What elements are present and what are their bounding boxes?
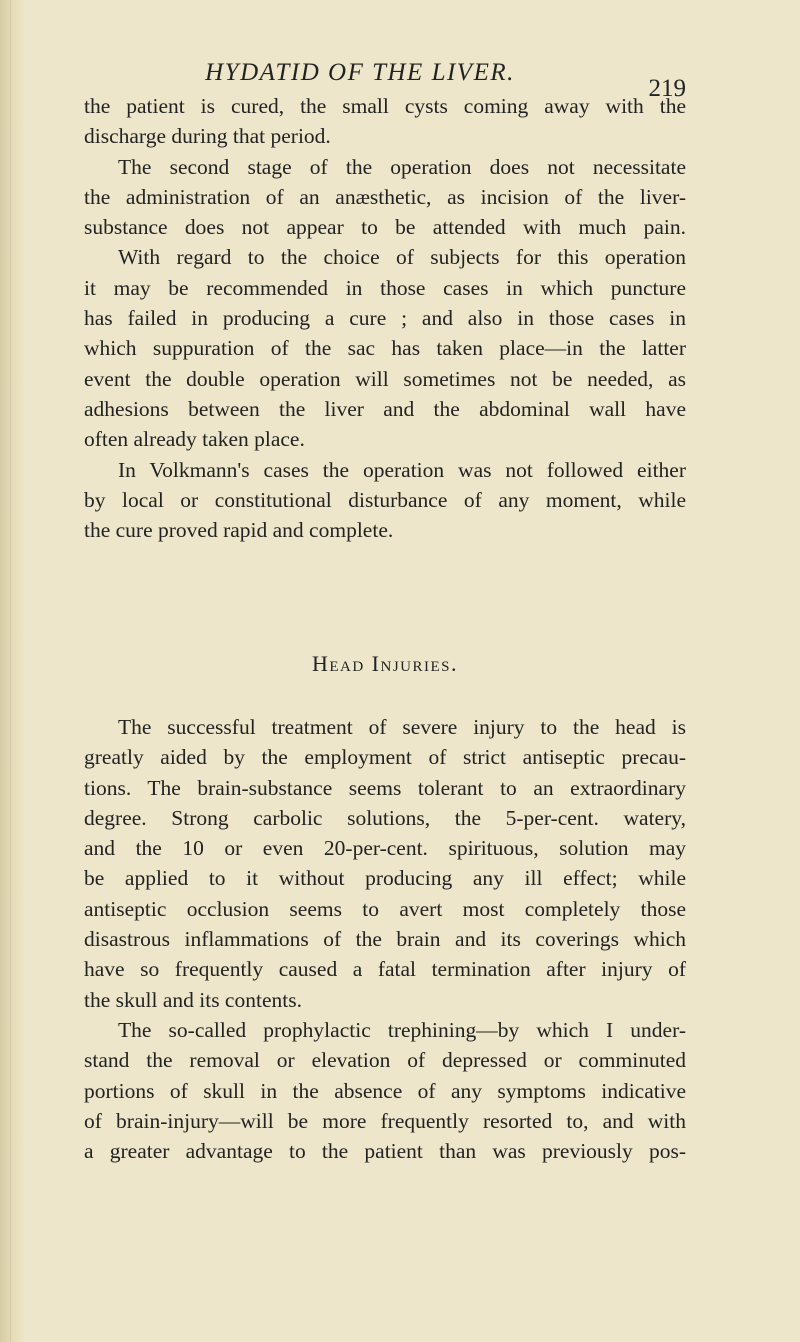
text-line: The second stage of the operation does not necessitate <box>118 154 686 179</box>
body-text-section-one <box>84 91 686 545</box>
text-line: and the 10 or even 20-per-cent. spirituous, solution may <box>84 836 686 861</box>
text-line: the patient is cured, the small cysts coming away with the <box>84 94 686 118</box>
text-line: the administration of an anæsthetic, as incision of the liver- <box>84 184 686 209</box>
text-line: stand the removal or elevation of depressed or comminuted <box>84 1048 686 1073</box>
page-number: 219 <box>648 75 686 102</box>
text-line: often already taken place. <box>84 427 305 452</box>
body-text-section-two <box>84 712 686 1166</box>
text-line: greatly aided by the employment of strict antiseptic precau- <box>84 745 686 770</box>
text-line: by local or constitutional disturbance of any moment, while <box>84 487 686 512</box>
text-line: a greater advantage to the patient than was previously pos- <box>84 1139 686 1164</box>
text-line: With regard to the choice of subjects for this operation <box>118 245 686 270</box>
text-line: tions. The brain-substance seems tolerant to an extraordinary <box>84 775 686 800</box>
page-binding-line <box>10 0 11 1342</box>
text-line: event the double operation will sometimes not be needed, as <box>84 366 686 391</box>
text-line: has failed in producing a cure ; and also in those cases in <box>84 306 686 331</box>
text-line: In Volkmann's cases the operation was not followed either <box>118 457 686 482</box>
text-line: be applied to it without producing any ill effect; while <box>84 866 686 891</box>
text-line: The so-called prophylactic trephining—by which I under- <box>118 1017 686 1042</box>
text-line: antiseptic occlusion seems to avert most completely those <box>84 896 686 921</box>
text-line: portions of skull in the absence of any symptoms indicative <box>84 1078 686 1103</box>
page-binding-edge <box>0 0 26 1342</box>
text-line: of brain-injury—will be more frequently resorted to, and with <box>84 1108 686 1133</box>
text-line: have so frequently caused a fatal termination after injury of <box>84 957 686 982</box>
text-line: substance does not appear to be attended with much pain. <box>84 215 686 240</box>
text-line: disastrous inflammations of the brain and its coverings which <box>84 927 686 952</box>
section-heading: Head Injuries. <box>311 651 459 676</box>
text-line: the cure proved rapid and complete. <box>84 518 394 543</box>
text-line: degree. Strong carbolic solutions, the 5-per-cent. watery, <box>84 805 686 830</box>
text-line: the skull and its contents. <box>84 987 302 1012</box>
text-line: which suppuration of the sac has taken place—in the latter <box>84 336 686 361</box>
text-line: it may be recommended in those cases in which puncture <box>84 275 686 300</box>
text-line: discharge during that period. <box>84 124 331 149</box>
text-line: adhesions between the liver and the abdominal wall have <box>84 396 686 421</box>
text-line: The successful treatment of severe injury to the head is <box>118 715 686 739</box>
running-head: HYDATID OF THE LIVER. <box>205 59 515 86</box>
